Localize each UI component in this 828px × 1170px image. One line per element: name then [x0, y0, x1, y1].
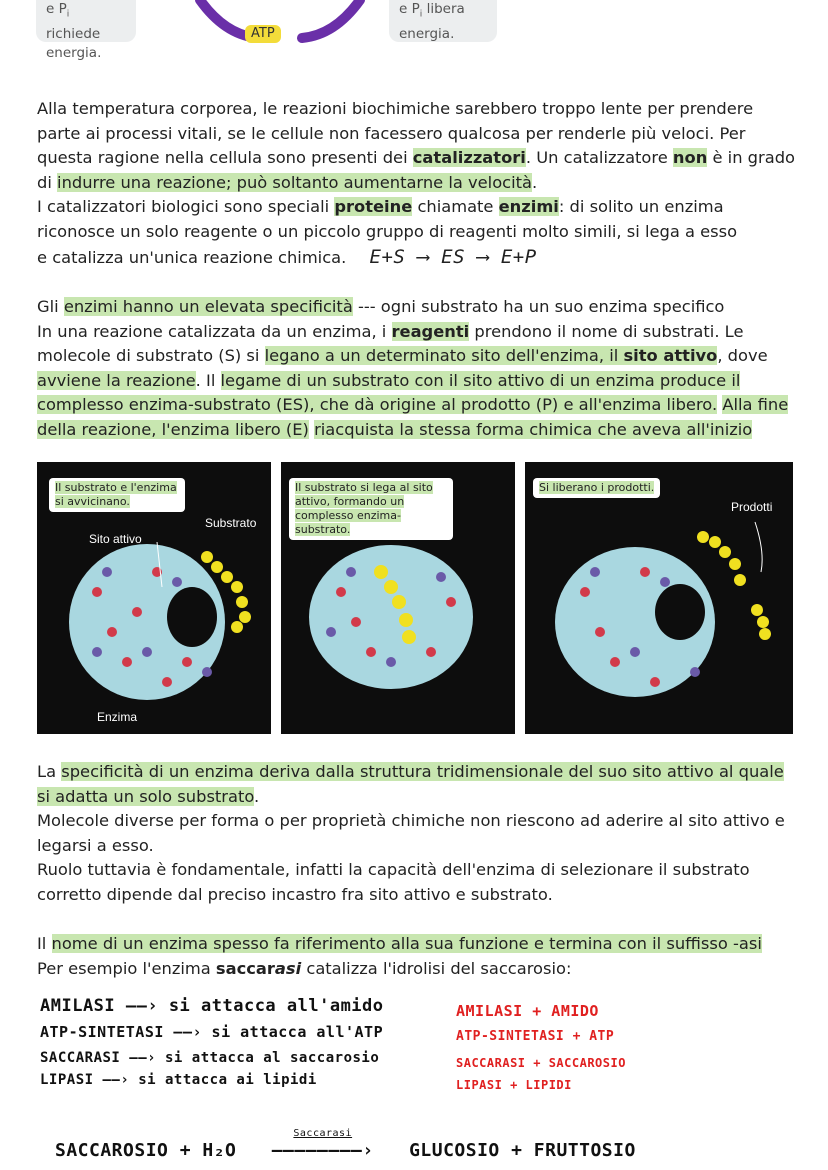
naming-paragraph: Il nome di un enzima spesso fa riferimento alla sua funzione e termina con il suffisso -asi Per esempio l'enzima saccarasi catalizza l'idrolisi del saccarosio: [37, 934, 762, 978]
panel-approach [37, 462, 271, 734]
catalysts-paragraph: Alla temperatura corporea, le reazioni biochimiche sarebbero troppo lente per prendere parte ai processi vitali, se le cellule non facessero qualcosa per renderle più veloci. Per questa ragione nella cellula sono presenti dei catalizzatori. Un catalizzatore non è in grado di indurre una reazione; può soltanto aumentarne la velocità. I catalizzatori biologici sono speciali proteine chiamate enzimi: di solito un enzima riconosce un solo reagente o un piccolo gruppo di reagenti molto simili, si lega a esso e catalizza un'unica reazione chimica. E+S ⟶ ES ⟶ E+P [37, 99, 795, 268]
right-info-box: e $P_i$ libera energia. [389, 0, 497, 42]
handwritten-red-notes: AMILASI + AMIDO ATP-SINTETASI + ATP SACCARASI + SACCAROSIO LIPASI + LIPIDI [456, 1002, 626, 1092]
substrate-label: Substrato [205, 516, 257, 530]
panel-caption: Il substrato e l'enzima si avvicinano. [49, 478, 185, 512]
panel-release [525, 462, 793, 734]
enzyme-label: Enzima [97, 710, 138, 724]
left-info-box: e $P_i$ richiede energia. [36, 0, 136, 42]
active-site-label: Sito attivo [89, 532, 142, 546]
hydrolysis-equation: SACCAROSIO + H₂O Saccarasi ————————› GLUCOSIO + FRUTTOSIO [55, 1128, 636, 1161]
panel-caption: Il substrato si lega al sito attivo, formando un complesso enzima-substrato. [289, 478, 453, 540]
panel-caption: Si liberano i prodotti. [533, 478, 660, 498]
reaction-arrow-icon: ————————› [271, 1140, 374, 1161]
products-label: Prodotti [731, 500, 773, 514]
enzyme-substrate-complex [281, 462, 515, 734]
handwritten-enzyme-list: AMILASI ——› si attacca all'amido ATP-SINTETASI ——› si attacca all'ATP SACCARASI ——› si attacca al saccarosio LIPASI ——› si attacca ai lipidi [40, 996, 384, 1088]
enzyme-and-products [525, 462, 793, 734]
active-site-paragraph: La specificità di un enzima deriva dalla struttura tridimensionale del suo sito attivo al quale si adatta un solo substrato. Molecole diverse per forma o per proprietà chimiche non riescono ad aderire al sito attivo e legarsi a esso. Ruolo tuttavia è fondamentale, infatti la capacità dell'enzima di selezionare il substrato corretto dipende dal preciso incastro fra sito attivo e substrato. [37, 762, 785, 904]
panel-bind [281, 462, 515, 734]
specificity-paragraph: Gli enzimi hanno un elevata specificità --- ogni substrato ha un suo enzima specifico In una reazione catalizzata da un enzima, i reagenti prendono il nome di substrati. Le molecole di substrato (S) si legano a un determinato sito dell'enzima, il sito attivo, dove avviene la reazione. Il legame di un substrato con il sito attivo di un enzima produce il complesso enzima-substrato (ES), che dà origine al prodotto (P) e all'enzima libero. Alla fine della reazione, l'enzima libero (E) riacquista la stessa forma chimica che aveva all'inizio [37, 297, 789, 439]
enzyme-molecule [37, 462, 271, 734]
atp-label: ATP [245, 25, 281, 43]
reaction-equation: E+S ⟶ ES ⟶ E+P [369, 245, 537, 268]
arrow-label: Saccarasi [293, 1128, 353, 1139]
